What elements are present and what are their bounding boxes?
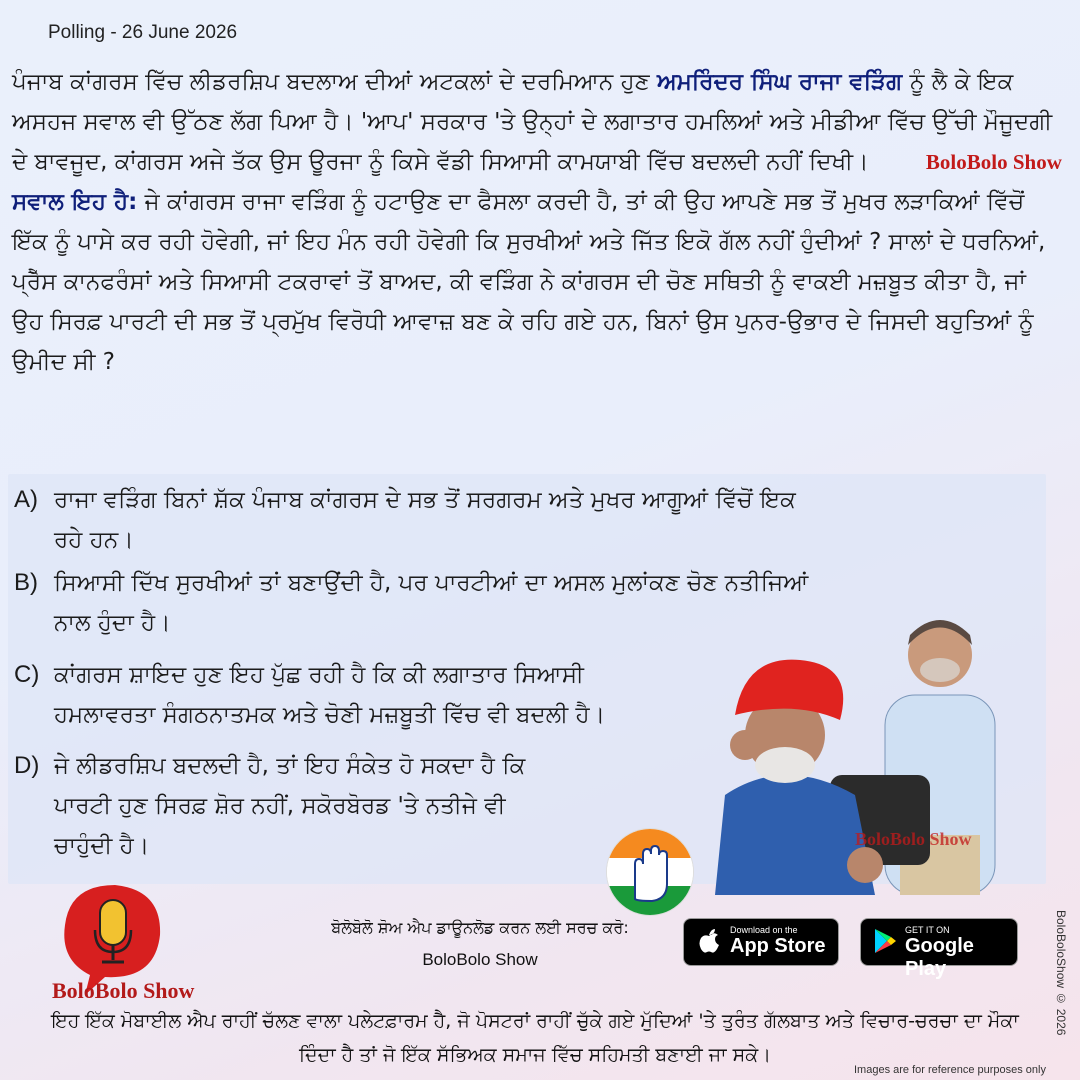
congress-logo [606, 828, 694, 916]
option-d[interactable] [14, 746, 694, 866]
option-text-cont: ਹਮਲਾਵਰਤਾ ਸੰਗਠਨਾਤਮਕ ਅਤੇ ਚੋਣੀ ਮਜ਼ਬੂਤੀ ਵਿੱਚ ਵੀ ਬਦਲੀ ਹੈ। [54, 702, 606, 728]
app-store-small: Download on the [730, 925, 798, 935]
app-search-name: BoloBolo Show [422, 950, 538, 969]
option-letter: A) [14, 486, 38, 513]
search-instruction: ਬੋਲੋਬੋਲੋ ਸ਼ੋਅ ਐਪ ਡਾਊਨਲੋਡ ਕਰਨ ਲਈ ਸਰਚ ਕਰੋ: [331, 918, 629, 937]
apple-icon [698, 928, 720, 954]
poll-date: Polling - 26 June 2026 [48, 22, 238, 43]
option-letter: D) [14, 752, 40, 779]
option-letter: B) [14, 569, 38, 596]
illustration-watermark: BoloBolo Show [855, 829, 972, 849]
google-play-small: GET IT ON [905, 925, 950, 935]
google-play-icon [873, 928, 897, 954]
image-disclaimer: Images are for reference purposes only [854, 1064, 1046, 1076]
option-text: ਜੇ ਲੀਡਰਸ਼ਿਪ ਬਦਲਦੀ ਹੈ, ਤਾਂ ਇਹ ਸੰਕੇਤ ਹੋ ਸਕਦਾ ਹੈ ਕਿ [54, 753, 526, 779]
intro-part1: ਪੰਜਾਬ ਕਾਂਗਰਸ ਵਿੱਚ ਲੀਡਰਸ਼ਿਪ ਬਦਲਾਅ ਦੀਆਂ ਅਟਕਲਾਂ ਦੇ ਦਰਮਿਆਨ ਹੁਣ [12, 69, 657, 95]
copyright: BoloBoloShow © 2026 [1054, 910, 1068, 1036]
leaders-illustration [705, 605, 1035, 895]
intro-part2: ਨੂੰ ਲੈ ਕੇ ਇਕ ਅਸਹਜ ਸਵਾਲ ਵੀ ਉੱਠਣ ਲੱਗ ਪਿਆ ਹੈ। 'ਆਪ' ਸਰਕਾਰ 'ਤੇ ਉਨ੍ਹਾਂ ਦੇ ਲਗਾਤਾਰ ਹਮਲਿਆਂ ਅਤੇ ਮੀਡੀਆ ਵਿੱਚ ਉੱਚੀ ਮੌਜੂਦਗੀ ਦੇ ਬਾਵਜੂਦ, ਕਾਂਗਰਸ ਅਜੇ ਤੱਕ ਉਸ ਊਰਜਾ ਨੂੰ ਕਿਸੇ ਵੱਡੀ ਸਿਆਸੀ ਕਾਮਯਾਬੀ ਵਿੱਚ ਬਦਲਦੀ ਨਹੀਂ ਦਿਖੀ। [12, 69, 1053, 175]
option-text-cont: ਨਾਲ ਹੁੰਦਾ ਹੈ। [54, 610, 171, 636]
option-text-cont2: ਚਾਹੁੰਦੀ ਹੈ। [54, 833, 150, 859]
google-play-label: Google Play [905, 935, 974, 980]
option-text-cont: ਰਹੇ ਹਨ। [54, 527, 134, 553]
google-play-button[interactable] [860, 918, 1018, 980]
leader-name: ਅਮਰਿੰਦਰ ਸਿੰਘ ਰਾਜਾ ਵੜਿੰਗ [656, 69, 903, 95]
option-a[interactable] [14, 480, 1014, 560]
app-store-label: App Store [730, 935, 826, 957]
option-letter: C) [14, 661, 40, 688]
option-text: ਰਾਜਾ ਵੜਿੰਗ ਬਿਨਾਂ ਸ਼ੱਕ ਪੰਜਾਬ ਕਾਂਗਰਸ ਦੇ ਸਭ ਤੋਂ ਸਰਗਰਮ ਅਤੇ ਮੁਖਰ ਆਗੂਆਂ ਵਿੱਚੋਂ ਇਕ [54, 487, 796, 513]
inline-watermark: BoloBolo Show [925, 150, 1062, 174]
question-label: ਸਵਾਲ ਇਹ ਹੈ: [12, 189, 138, 215]
footer-description: ਇਹ ਇੱਕ ਮੋਬਾਈਲ ਐਪ ਰਾਹੀਂ ਚੱਲਣ ਵਾਲਾ ਪਲੇਟਫ਼ਾਰਮ ਹੈ, ਜੋ ਪੋਸਟਰਾਂ ਰਾਹੀਂ ਚੁੱਕੇ ਗਏ ਮੁੱਦਿਆਂ 'ਤੇ ਤੁਰੰਤ ਗੱਲਬਾਤ ਅਤੇ ਵਿਚਾਰ-ਚਰਚਾ ਦਾ ਮੌਕਾ ਦਿੰਦਾ ਹੈ ਤਾਂ ਜੋ ਇੱਕ ਸੱਭਿਅਕ ਸਮਾਜ ਵਿੱਚ ਸਹਿਮਤੀ ਬਣਾਈ ਜਾ ਸਕੇ। [51, 1010, 1019, 1066]
app-store-button[interactable] [683, 918, 839, 966]
question-text: ਜੇ ਕਾਂਗਰਸ ਰਾਜਾ ਵੜਿੰਗ ਨੂੰ ਹਟਾਉਣ ਦਾ ਫੈਸਲਾ ਕਰਦੀ ਹੈ, ਤਾਂ ਕੀ ਉਹ ਆਪਣੇ ਸਭ ਤੋਂ ਮੁਖਰ ਲੜਾਕਿਆਂ ਵਿੱਚੋਂ ਇੱਕ ਨੂੰ ਪਾਸੇ ਕਰ ਰਹੀ ਹੋਵੇਗੀ, ਜਾਂ ਇਹ ਮੰਨ ਰਹੀ ਹੋਵੇਗੀ ਕਿ ਸੁਰਖੀਆਂ ਅਤੇ ਜਿੱਤ ਇਕੋ ਗੱਲ ਨਹੀਂ ਹੁੰਦੀਆਂ ? ਸਾਲਾਂ ਦੇ ਧਰਨਿਆਂ, ਪ੍ਰੈੱਸ ਕਾਨਫਰੰਸਾਂ ਅਤੇ ਸਿਆਸੀ ਟਕਰਾਵਾਂ ਤੋਂ ਬਾਅਦ, ਕੀ ਵੜਿੰਗ ਨੇ ਕਾਂਗਰਸ ਦੀ ਚੋਣ ਸਥਿਤੀ ਨੂੰ ਵਾਕਈ ਮਜ਼ਬੂਤ ਕੀਤਾ ਹੈ, ਜਾਂ ਉਹ ਸਿਰਫ਼ ਪਾਰਟੀ ਦੀ ਸਭ ਤੋਂ ਪ੍ਰਮੁੱਖ ਵਿਰੋਧੀ ਆਵਾਜ਼ ਬਣ ਕੇ ਰਹਿ ਗਏ ਹਨ, ਬਿਨਾਂ ਉਸ ਪੁਨਰ-ਉਭਾਰ ਦੇ ਜਿਸਦੀ ਬਹੁਤਿਆਂ ਨੂੰ ਉਮੀਦ ਸੀ ? [12, 189, 1046, 375]
option-c[interactable] [14, 655, 774, 735]
option-text: ਕਾਂਗਰਸ ਸ਼ਾਇਦ ਹੁਣ ਇਹ ਪੁੱਛ ਰਹੀ ਹੈ ਕਿ ਕੀ ਲਗਾਤਾਰ ਸਿਆਸੀ [54, 662, 584, 688]
option-text: ਸਿਆਸੀ ਦਿੱਖ ਸੁਰਖੀਆਂ ਤਾਂ ਬਣਾਉਂਦੀ ਹੈ, ਪਰ ਪਾਰਟੀਆਂ ਦਾ ਅਸਲ ਮੁਲਾਂਕਣ ਚੋਣ ਨਤੀਜਿਆਂ [54, 570, 809, 596]
option-text-cont: ਪਾਰਟੀ ਹੁਣ ਸਿਰਫ਼ ਸ਼ੋਰ ਨਹੀਂ, ਸਕੋਰਬੋਰਡ 'ਤੇ ਨਤੀਜੇ ਵੀ [54, 793, 506, 819]
intro-text [12, 62, 1062, 382]
brand-name: BoloBolo Show [52, 978, 195, 1003]
